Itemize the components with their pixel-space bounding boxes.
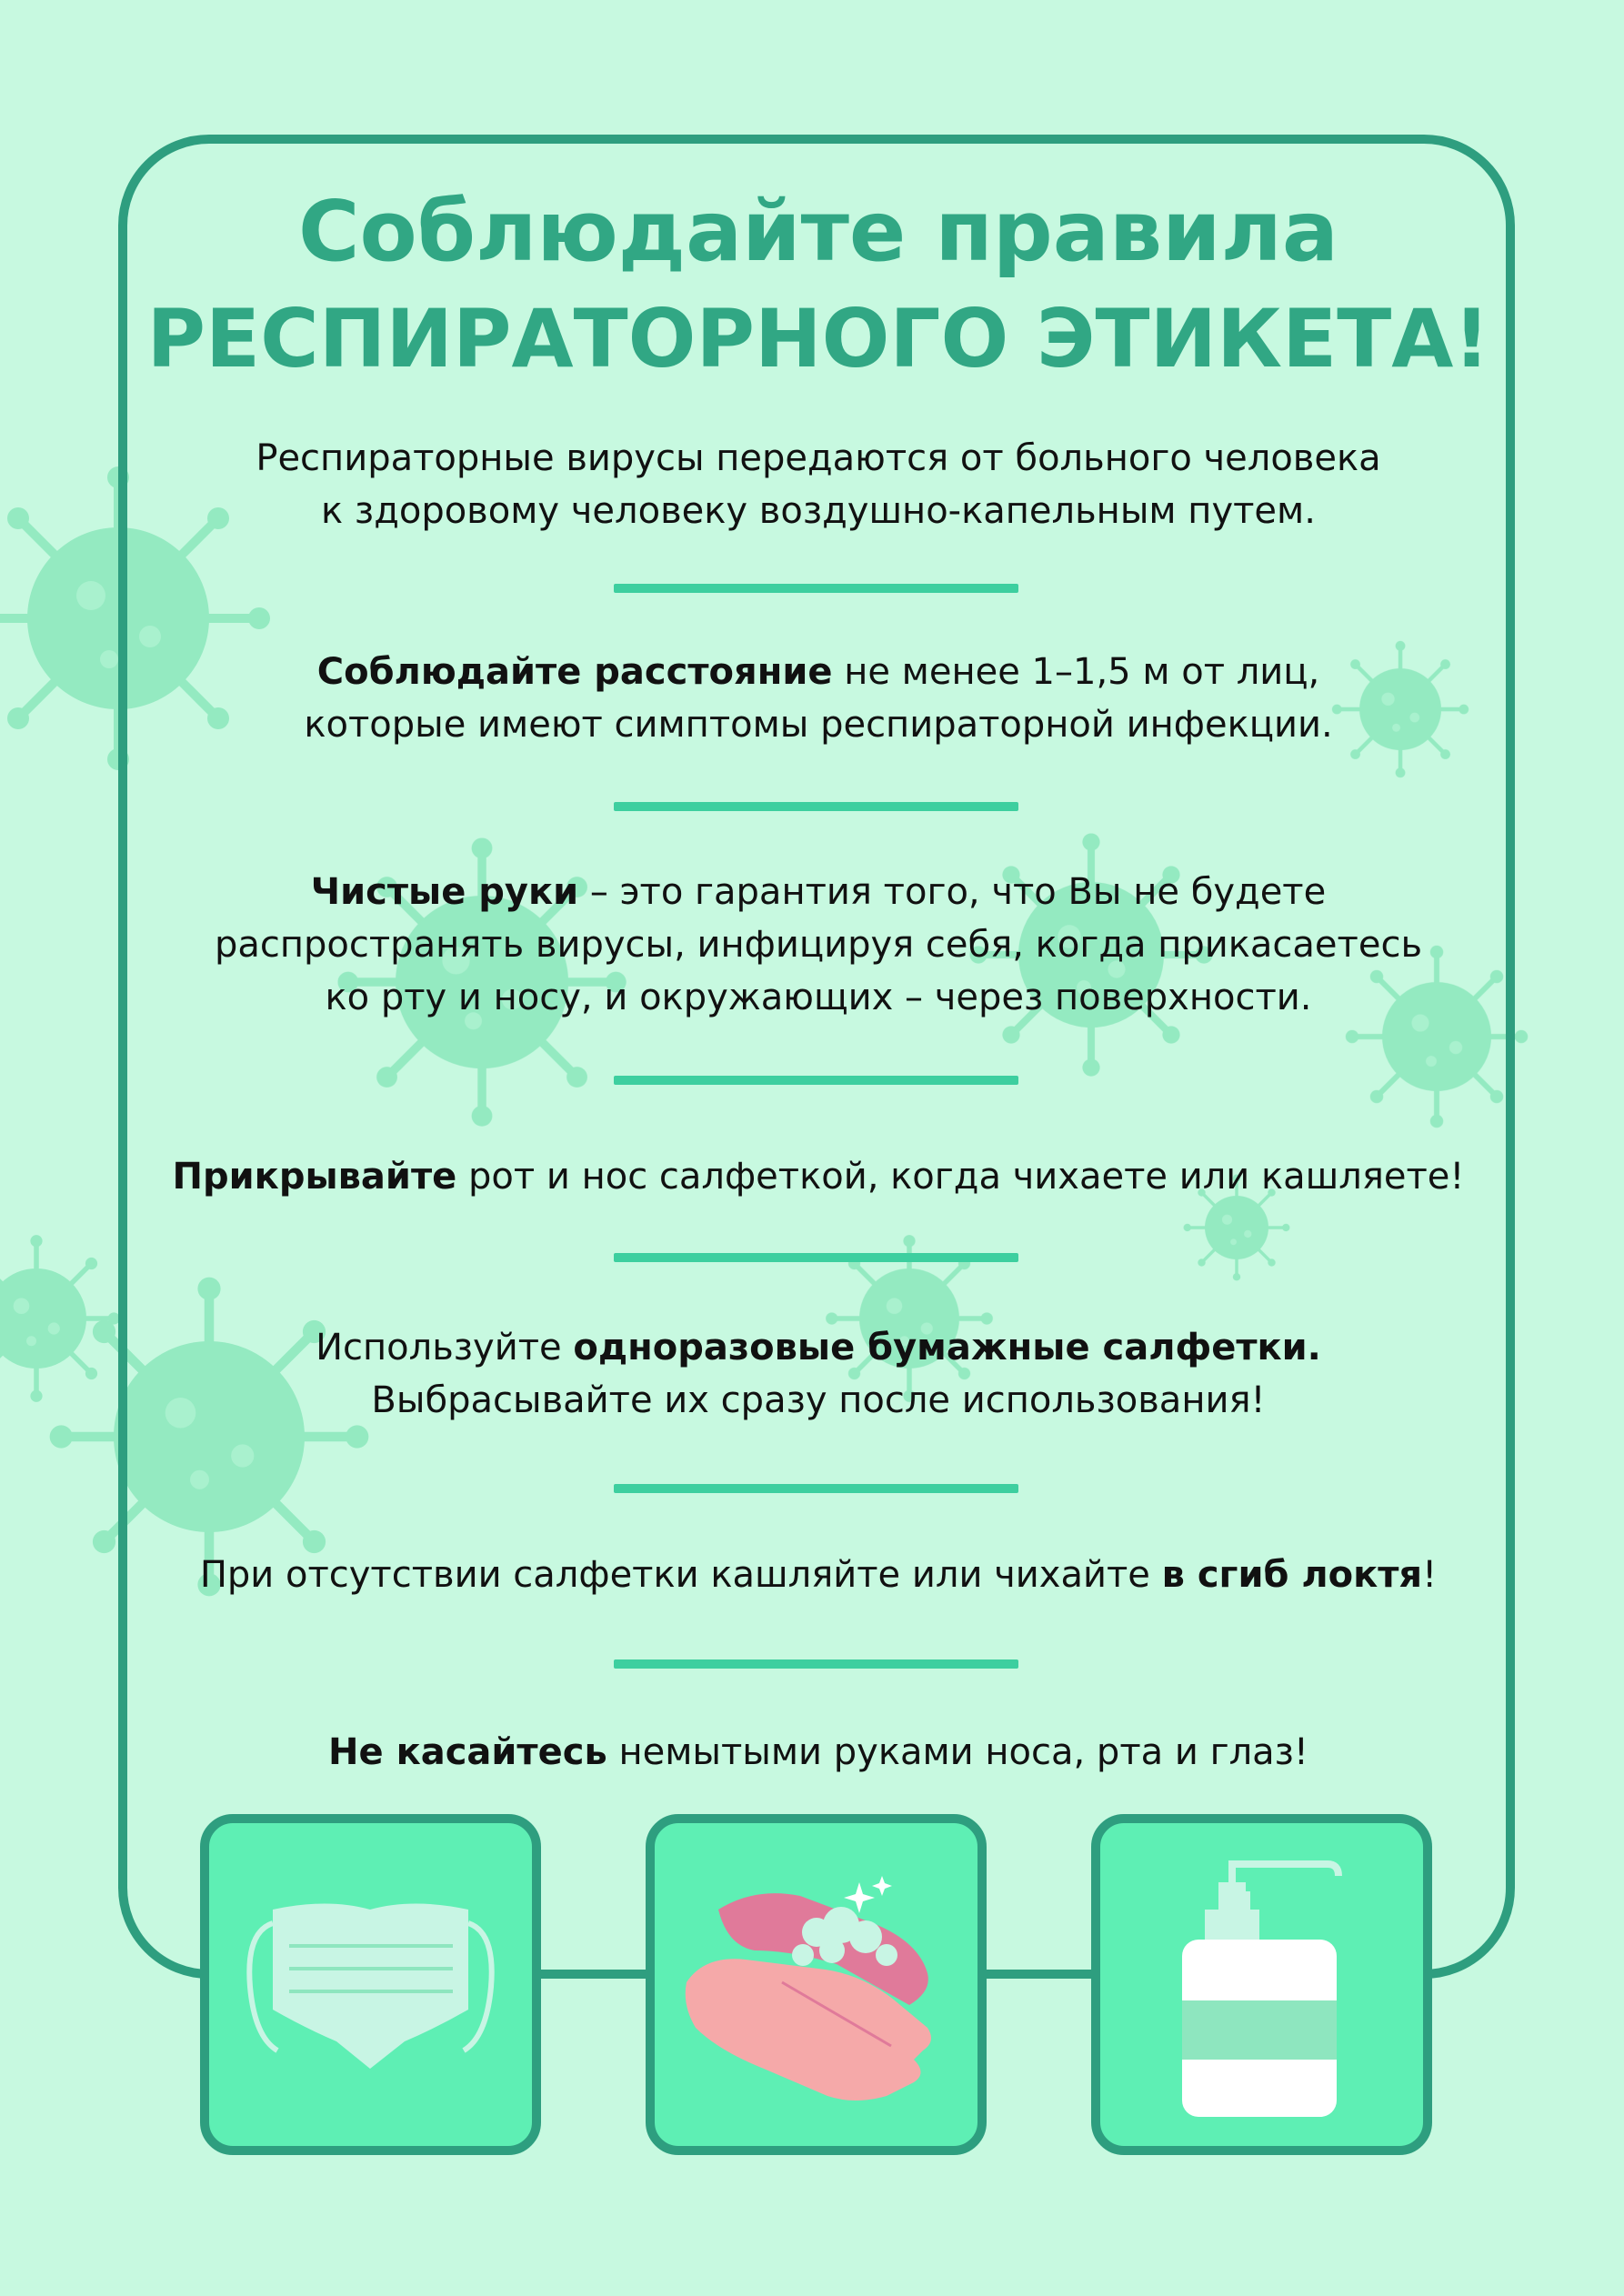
intro-text [136, 432, 1500, 537]
rule-distance-rest: не менее 1–1,5 м от лиц, [832, 651, 1320, 693]
rule-tissues [136, 1321, 1500, 1427]
rule-tissues-bold: одноразовые бумажные салфетки. [573, 1327, 1321, 1369]
handwash-tile [646, 1814, 987, 2155]
rule-elbow-bold: в сгиб локтя [1161, 1554, 1423, 1596]
dispenser-tile [1091, 1814, 1432, 2155]
rule-tissues-line-2: Выбрасывайте их сразу после использования! [371, 1379, 1266, 1421]
rule-hands-line-3: ко рту и носу, и окружающих – через поверхности. [325, 977, 1312, 1018]
divider [614, 1484, 1018, 1493]
rule-touch [136, 1726, 1500, 1779]
divider [614, 1076, 1018, 1085]
rule-touch-rest: немытыми руками носа, рта и глаз! [606, 1731, 1308, 1773]
rule-elbow-suffix: ! [1422, 1554, 1438, 1596]
divider [614, 584, 1018, 593]
soap-dispenser-icon [1100, 1823, 1423, 2146]
rule-elbow-prefix: При отсутствии салфетки кашляйте или чихайте [199, 1554, 1162, 1596]
page-subtitle: РЕСПИРАТОРНОГО ЭТИКЕТА! [146, 292, 1490, 386]
rule-distance-line-2: которые имеют симптомы респираторной инфекции. [304, 704, 1333, 746]
rule-hands-bold: Чистые руки [310, 871, 579, 913]
rule-hands-rest: – это гарантия того, что Вы не будете [578, 871, 1327, 913]
mask-tile [200, 1814, 541, 2155]
intro-line-1: Респираторные вирусы передаются от больного человека [256, 437, 1381, 479]
rule-cover-rest: рот и нос салфеткой, когда чихаете или кашляете! [456, 1156, 1465, 1198]
rule-tissues-prefix: Используйте [316, 1327, 574, 1369]
rule-cover-bold: Прикрывайте [172, 1156, 457, 1198]
hand-washing-icon [655, 1823, 977, 2146]
rule-elbow [136, 1549, 1500, 1601]
divider [614, 802, 1018, 811]
rule-distance [136, 646, 1500, 751]
content-frame [118, 135, 1515, 1979]
intro-line-2: к здоровому человеку воздушно-капельным путем. [321, 490, 1316, 532]
rule-hands [136, 866, 1500, 1024]
rule-touch-bold: Не касайтесь [328, 1731, 607, 1773]
rule-cover [136, 1150, 1500, 1203]
page-title: Соблюдайте правила [297, 183, 1339, 280]
rule-distance-bold: Соблюдайте расстояние [316, 651, 833, 693]
divider [614, 1659, 1018, 1669]
face-mask-icon [209, 1823, 532, 2146]
rule-hands-line-2: распространять вирусы, инфицируя себя, когда прикасаетесь [214, 924, 1423, 966]
divider [614, 1253, 1018, 1262]
